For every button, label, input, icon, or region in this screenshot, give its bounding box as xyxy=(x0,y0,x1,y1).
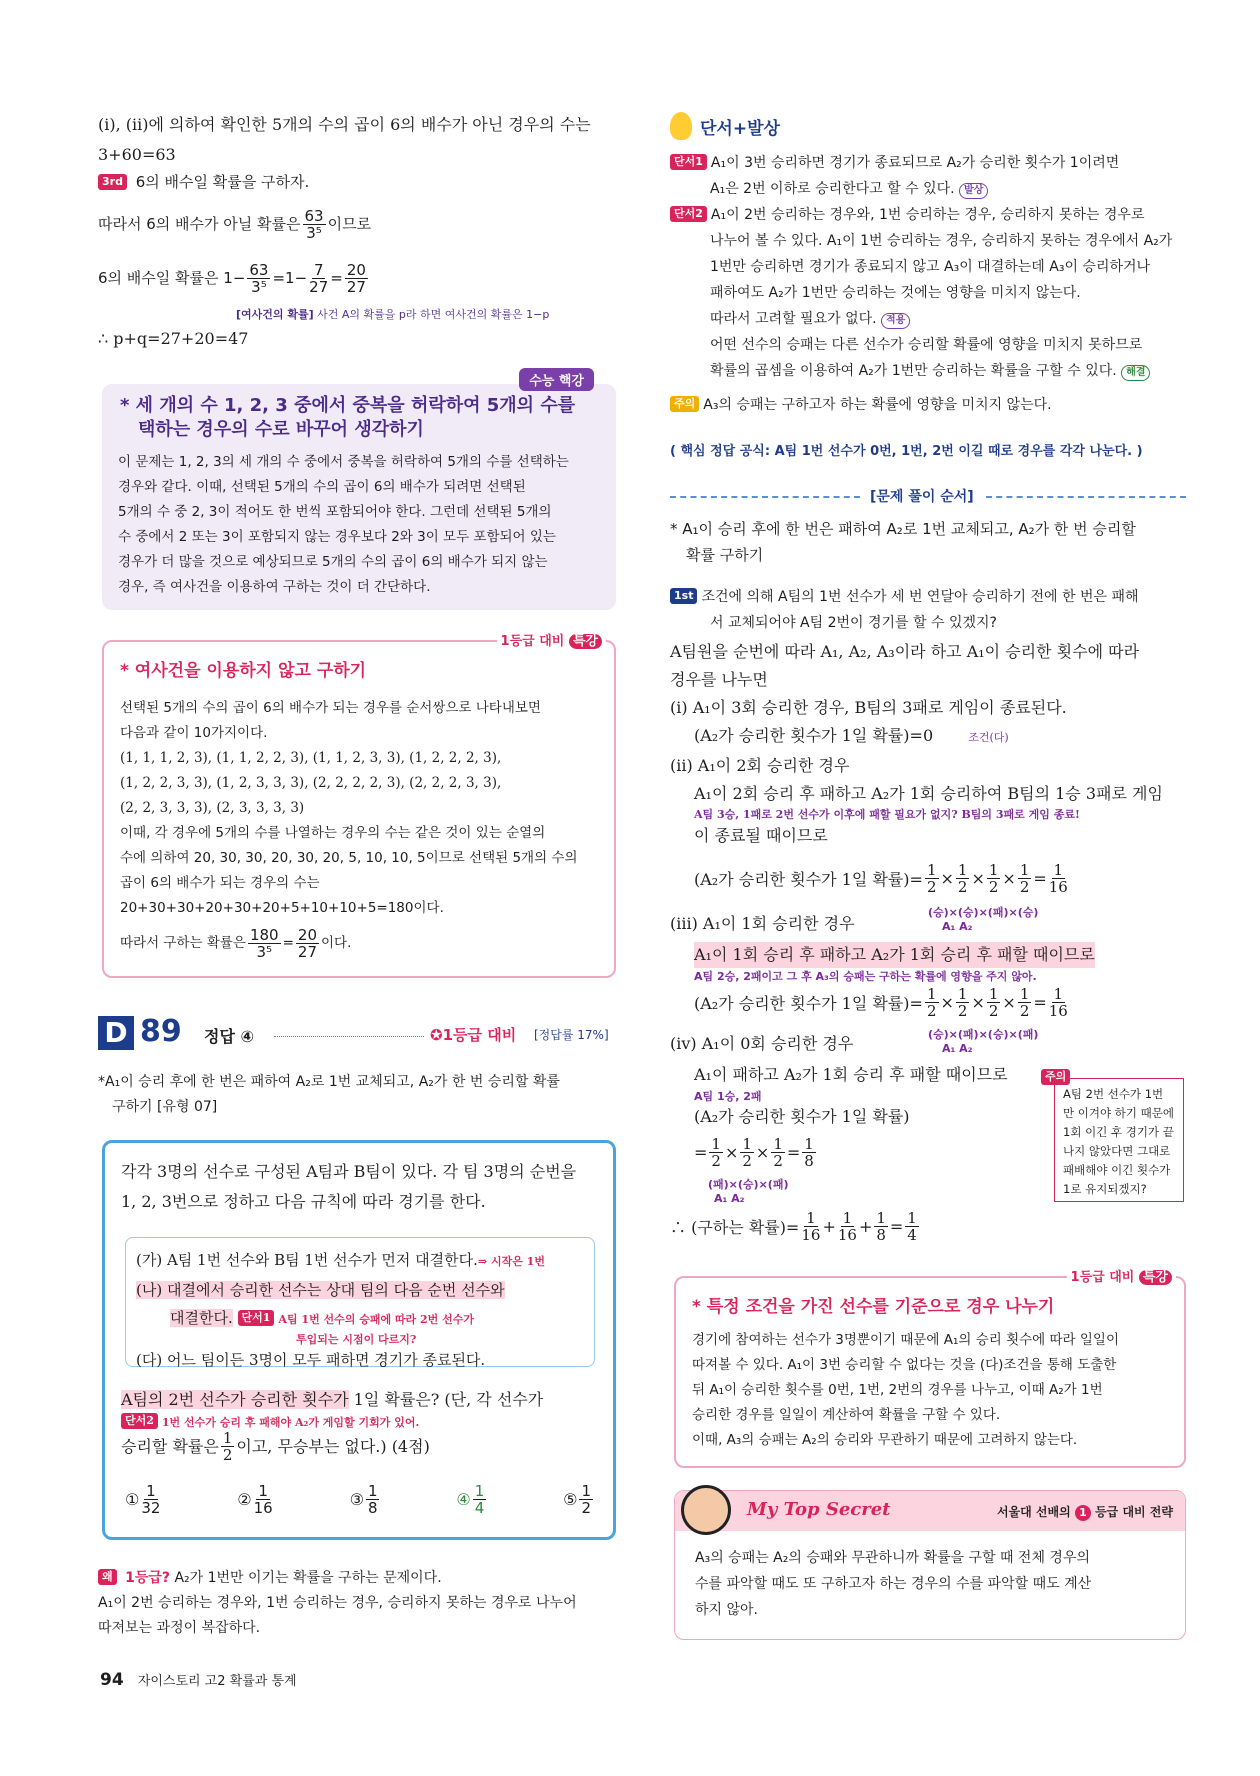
order-step: * A₁이 승리 후에 한 번은 패하여 A₂로 1번 교체되고, A₂가 한 번 승리할 확률 구하기 xyxy=(670,520,1136,564)
question-intro: *A₁이 승리 후에 한 번은 패하여 A₂로 1번 교체되고, A₂가 한 번 승리할 확률 구하기 [유형 07] xyxy=(98,1074,560,1115)
avatar xyxy=(681,1485,731,1535)
box-body: 이 문제는 1, 2, 3의 세 개의 수 중에서 중복을 허락하여 5개의 수를 선택하는 경우와 같다. 이때, 선택된 5개의 수의 곱이 6의 배수가 되려면 선택된 5개의 수 중 2, 3이 적어도 한 번씩 포함되어야 한다. 그런데 선택된 5개의 수 중에서 2 또는 3이 포함되지 않는 경우보다 2와 3이 모두 포함되어 있는 경우가 더 많을 것으로 예상되므로 5개의 수의 곱이 6의 배수가 되지 않는 경우, 즉 여사건을 이용하여 구하는 것이 더 간단하다. xyxy=(118,454,569,595)
order-divider: [문제 풀이 순서] xyxy=(670,486,1186,506)
box-title: * 여사건을 이용하지 않고 구하기 xyxy=(120,661,367,681)
case2-prob: (A₂가 승리한 횟수가 1일 확률)= $\frac{1}{2}$ × $\frac{1}{2}$ × $\frac{1}{2}$ × $\frac{1}{2}$ = $\frac{1}{16}$ xyxy=(694,861,1068,896)
case4-calc: = $\frac{1}{2}$ × $\frac{1}{2}$ × $\frac{1}{2}$ = $\frac{1}{8}$ xyxy=(694,1135,814,1170)
step-3 xyxy=(98,170,309,195)
answer-label: 정답 ④ xyxy=(204,1027,255,1046)
text: =1− xyxy=(272,269,308,287)
question-header xyxy=(98,1016,618,1052)
case4: (iv) A₁이 0회 승리한 경우 xyxy=(670,1034,854,1053)
equation xyxy=(98,262,370,295)
why-box: 왜 1등급? A₂가 1번만 이기는 확률을 구하는 문제이다. A₁이 2번 승리하는 경우와, 1번 승리하는 경우, 승리하지 못하는 경우로 나누어 따져보는 과정이 복잡하다. xyxy=(98,1570,577,1636)
fraction: $\frac{20}{27}$ xyxy=(346,261,366,296)
choice-4[interactable]: ④ $\frac{1}{4}$ xyxy=(456,1482,485,1517)
case3: (iii) A₁이 1회 승리한 경우 xyxy=(670,914,855,933)
leader-dots xyxy=(274,1036,424,1037)
case4-note: A팀 1승, 2패 xyxy=(694,1090,762,1103)
grade-badge: 1등급 대비 특강 xyxy=(497,630,606,649)
grade-box-2: 1등급 대비 특강 * 특정 조건을 가진 선수를 기준으로 경우 나누기 경기에 참여하는 선수가 3명뿐이기 때문에 A₁의 승리 횟수에 따라 일일이 따져볼 수 있다. A₁이 3번 승리할 수 없다는 것을 (다)조건을 통해 도출한 뒤 A₁이 승리한 횟수를 0번, 1번, 2번의 경우를 나누고, 이때 A₂가 1번 승리한 경우를 일일이 계산하여 확률을 구할 수 있다. 이때, A₃의 승패는 A₂의 승리와 무관하기 때문에 고려하지 않는다. xyxy=(674,1276,1186,1468)
solution-body: A팀원을 순번에 따라 A₁, A₂, A₃이라 하고 A₁이 승리한 횟수에 따라 경우를 나누면 (i) A₁이 3회 승리한 경우, B팀의 3패로 게임이 종료된다. (A₂가 승리한 횟수가 1일 확률)=0 조건(다) (ii) A₁이 2회 승리한 경우 A₁이 2회 승리 후 패하고 A₂가 1회 승리하여 B팀의 1승 3패로 게임 A팀 3승, 1패로 2번 선수가 이후에 패할 필요가 없지? B팀의 3패로 게임 종료! 이 종료될 때이므로 xyxy=(670,642,1163,845)
case4-under: (패)×(승)×(패) xyxy=(708,1178,789,1191)
paragraph xyxy=(98,208,371,241)
case4-line: A₁이 패하고 A₂가 1회 승리 후 패할 때이므로 xyxy=(694,1065,1008,1084)
problem-question: A팀의 2번 선수가 승리한 횟수가 1일 확률은? (단, 각 선수가 단서2 1번 선수가 승리 후 패해야 A₂가 게임할 기회가 있어. 승리할 확률은 $\frac{1}{2}$ 이고, 무승부는 없다.) (4점) xyxy=(121,1390,544,1464)
grade-box xyxy=(102,634,616,978)
lightbulb-icon xyxy=(670,112,692,140)
case3-line: A₁이 1회 승리 후 패하고 A₂가 1회 승리 후 패할 때이므로 xyxy=(694,942,1095,968)
rules-box: (가) A팀 1번 선수와 B팀 1번 선수가 먼저 대결한다.⇒ 시작은 1번 (나) 대결에서 승리한 선수는 상대 팀의 다음 순번 선수와 대결한다. 단서1 A팀 1번 선수의 승패에 따라 2번 선수가 투입되는 시점이 다르지? (다) 어느 팀이든 3명이 모두 패하면 경기가 종료된다. xyxy=(125,1237,595,1367)
fraction: $\frac{63}{\text{3⁵}}$ xyxy=(304,207,324,242)
suneung-badge: 수능 핵강 xyxy=(519,368,594,391)
footer: 94 자이스토리 고2 확률과 통계 xyxy=(100,1670,297,1690)
case2-under: (승)×(승)×(패)×(승) xyxy=(928,906,1039,919)
case4-prob: (A₂가 승리한 횟수가 1일 확률) xyxy=(694,1107,910,1126)
paragraph: 3+60=63 xyxy=(98,145,176,164)
case3-prob: (A₂가 승리한 횟수가 1일 확률)= $\frac{1}{2}$ × $\frac{1}{2}$ × $\frac{1}{2}$ × $\frac{1}{2}$ = $\frac{1}{16}$ xyxy=(694,985,1068,1020)
paragraph: (i), (ii)에 의하여 확인한 5개의 수의 곱이 6의 배수가 아닌 경우의 수는 xyxy=(98,115,591,134)
choice-2[interactable]: ② $\frac{1}{16}$ xyxy=(237,1482,273,1517)
case3-under2: A₁ A₂ xyxy=(942,1042,973,1055)
question-letter: D xyxy=(98,1016,134,1050)
text: 6의 배수일 확률은 1− xyxy=(98,269,246,287)
problem-text: 각각 3명의 선수로 구성된 A팀과 B팀이 있다. 각 팀 3명의 순번을 1, 2, 3번으로 정하고 다음 규칙에 따라 경기를 한다. xyxy=(121,1162,577,1211)
grade-label: ✪1등급 대비 xyxy=(430,1026,517,1044)
why-tag: 왜 xyxy=(98,1569,117,1585)
step-text: 6의 배수일 확률을 구하자. xyxy=(135,173,310,191)
step-1: 1st 조건에 의해 A팀의 1번 선수가 세 번 연달아 승리하기 전에 한 번은 패해 서 교체되어야 A팀 2번이 경기를 할 수 있겠지? xyxy=(670,584,1139,636)
answer-choices xyxy=(125,1483,595,1516)
core-formula: ( 핵심 정답 공식: A팀 1번 선수가 0번, 1번, 2번 이길 때로 경우를 각각 나눈다. ) xyxy=(670,444,1143,459)
complement-note: [여사건의 확률] 사건 A의 확률을 p라 하면 여사건의 확률은 1−p xyxy=(236,308,550,321)
box-title: * 세 개의 수 1, 2, 3 중에서 중복을 허락하여 5개의 수를 택하는 경우의 수로 바꾸어 생각하기 xyxy=(120,395,576,440)
choice-3[interactable]: ③ $\frac{1}{8}$ xyxy=(349,1482,378,1517)
case2-under2: A₁ A₂ xyxy=(942,920,973,933)
case3-under: (승)×(패)×(승)×(패) xyxy=(928,1028,1039,1041)
choice-5[interactable]: ⑤ $\frac{1}{2}$ xyxy=(563,1482,591,1517)
problem-box xyxy=(102,1140,616,1540)
rate-label: [정답률 17%] xyxy=(534,1028,609,1042)
choice-1[interactable]: ① $\frac{1}{32}$ xyxy=(125,1482,161,1517)
top-secret-box: My Top Secret 서울대 선배의 1 등급 대비 전략 A₃의 승패는 A₂의 승패와 무관하니까 확률을 구할 때 전체 경우의 수를 파악할 때도 또 구하고자 하는 경우의 수를 파악할 때도 계산 하지 않아. xyxy=(674,1490,1186,1640)
case4-under2: A₁ A₂ xyxy=(714,1192,745,1205)
suneung-box xyxy=(102,374,616,610)
fraction: $\frac{7}{27}$ xyxy=(309,261,329,296)
hints: 단서1 A₁이 3번 승리하면 경기가 종료되므로 A₂가 승리한 횟수가 1이려면 A₁은 2번 이하로 승리한다고 할 수 있다. 발상 단서2 A₁이 2번 승리하는 경우와, 1번 승리하는 경우, 승리하지 못하는 경우로 나누어 볼 수 있다. A₁이 1번 승리하는 경우, 승리하지 못하는 경우에서 A₂가 1번만 승리하면 경기가 종료되지 않고 A₃이 대결하는데 A₃이 승리하거나 패하여도 A₂가 1번만 승리하는 것에는 영향을 미치지 않는다. 따라서 고려할 필요가 없다. 적용 어떤 선수의 승패는 다른 선수가 승리할 확률에 영향을 미치지 못하므로 확률의 곱셈을 이용하여 A₂가 1번만 승리하는 확률을 구할 수 있다. 해결 주의 A₃의 승패는 구하고자 하는 확률에 영향을 미치지 않는다. xyxy=(670,150,1190,418)
paragraph: ∴ p+q=27+20=47 xyxy=(98,329,249,348)
text: 따라서 6의 배수가 아닐 확률은 xyxy=(98,215,301,233)
side-note: 주의 A팀 2번 선수가 1번 만 이겨야 하기 때문에 1회 이긴 후 경기가 끝 나지 않았다면 그대로 패배해야 이긴 횟수가 1로 유지되겠지? xyxy=(1054,1078,1184,1202)
text: = xyxy=(330,269,343,287)
fraction: $\frac{63}{\text{3⁵}}$ xyxy=(249,261,269,296)
text: 이므로 xyxy=(327,215,372,233)
final-answer: ∴ (구하는 확률)= $\frac{1}{16}$ + $\frac{1}{16}$ + $\frac{1}{8}$ = $\frac{1}{4}$ xyxy=(670,1209,917,1244)
case3-note: A팀 2승, 2패이고 그 후 A₃의 승패는 구하는 확률에 영향을 주지 않아. xyxy=(694,970,1037,983)
question-number: 89 xyxy=(140,1014,182,1049)
step-tag: 3rd xyxy=(98,174,127,190)
hint-header: 단서+발상 xyxy=(670,112,780,140)
box-body: 선택된 5개의 수의 곱이 6의 배수가 되는 경우를 순서쌍으로 나타내보면 다음과 같이 10가지이다. (1, 1, 1, 2, 3), (1, 1, 2, 2, 3), (1, 1, 2, 3, 3), (1, 2, 2, 2, 3), (1, 2, 2, 3, 3), (1, 2, 3, 3, 3), (2, 2, 2, 2, 3), (2, 2, 2, 3, 3), (2, 2, 3, 3, 3), (2, 3, 3, 3, 3) 이때, 각 경우에 5개의 수를 나열하는 경우의 수는 같은 것이 있는 순열의 수에 의하여 20, 30, 30, 20, 30, 20, 5, 10, 10, 5이므로 선택된 5개의 수의 곱이 6의 배수가 되는 경우의 수는 20+30+30+20+30+20+5+10+10+5=180이다. 따라서 구하는 확률은 $\frac{180}{\text{3⁵}}$ = $\frac{20}{27}$ 이다. xyxy=(120,700,578,961)
